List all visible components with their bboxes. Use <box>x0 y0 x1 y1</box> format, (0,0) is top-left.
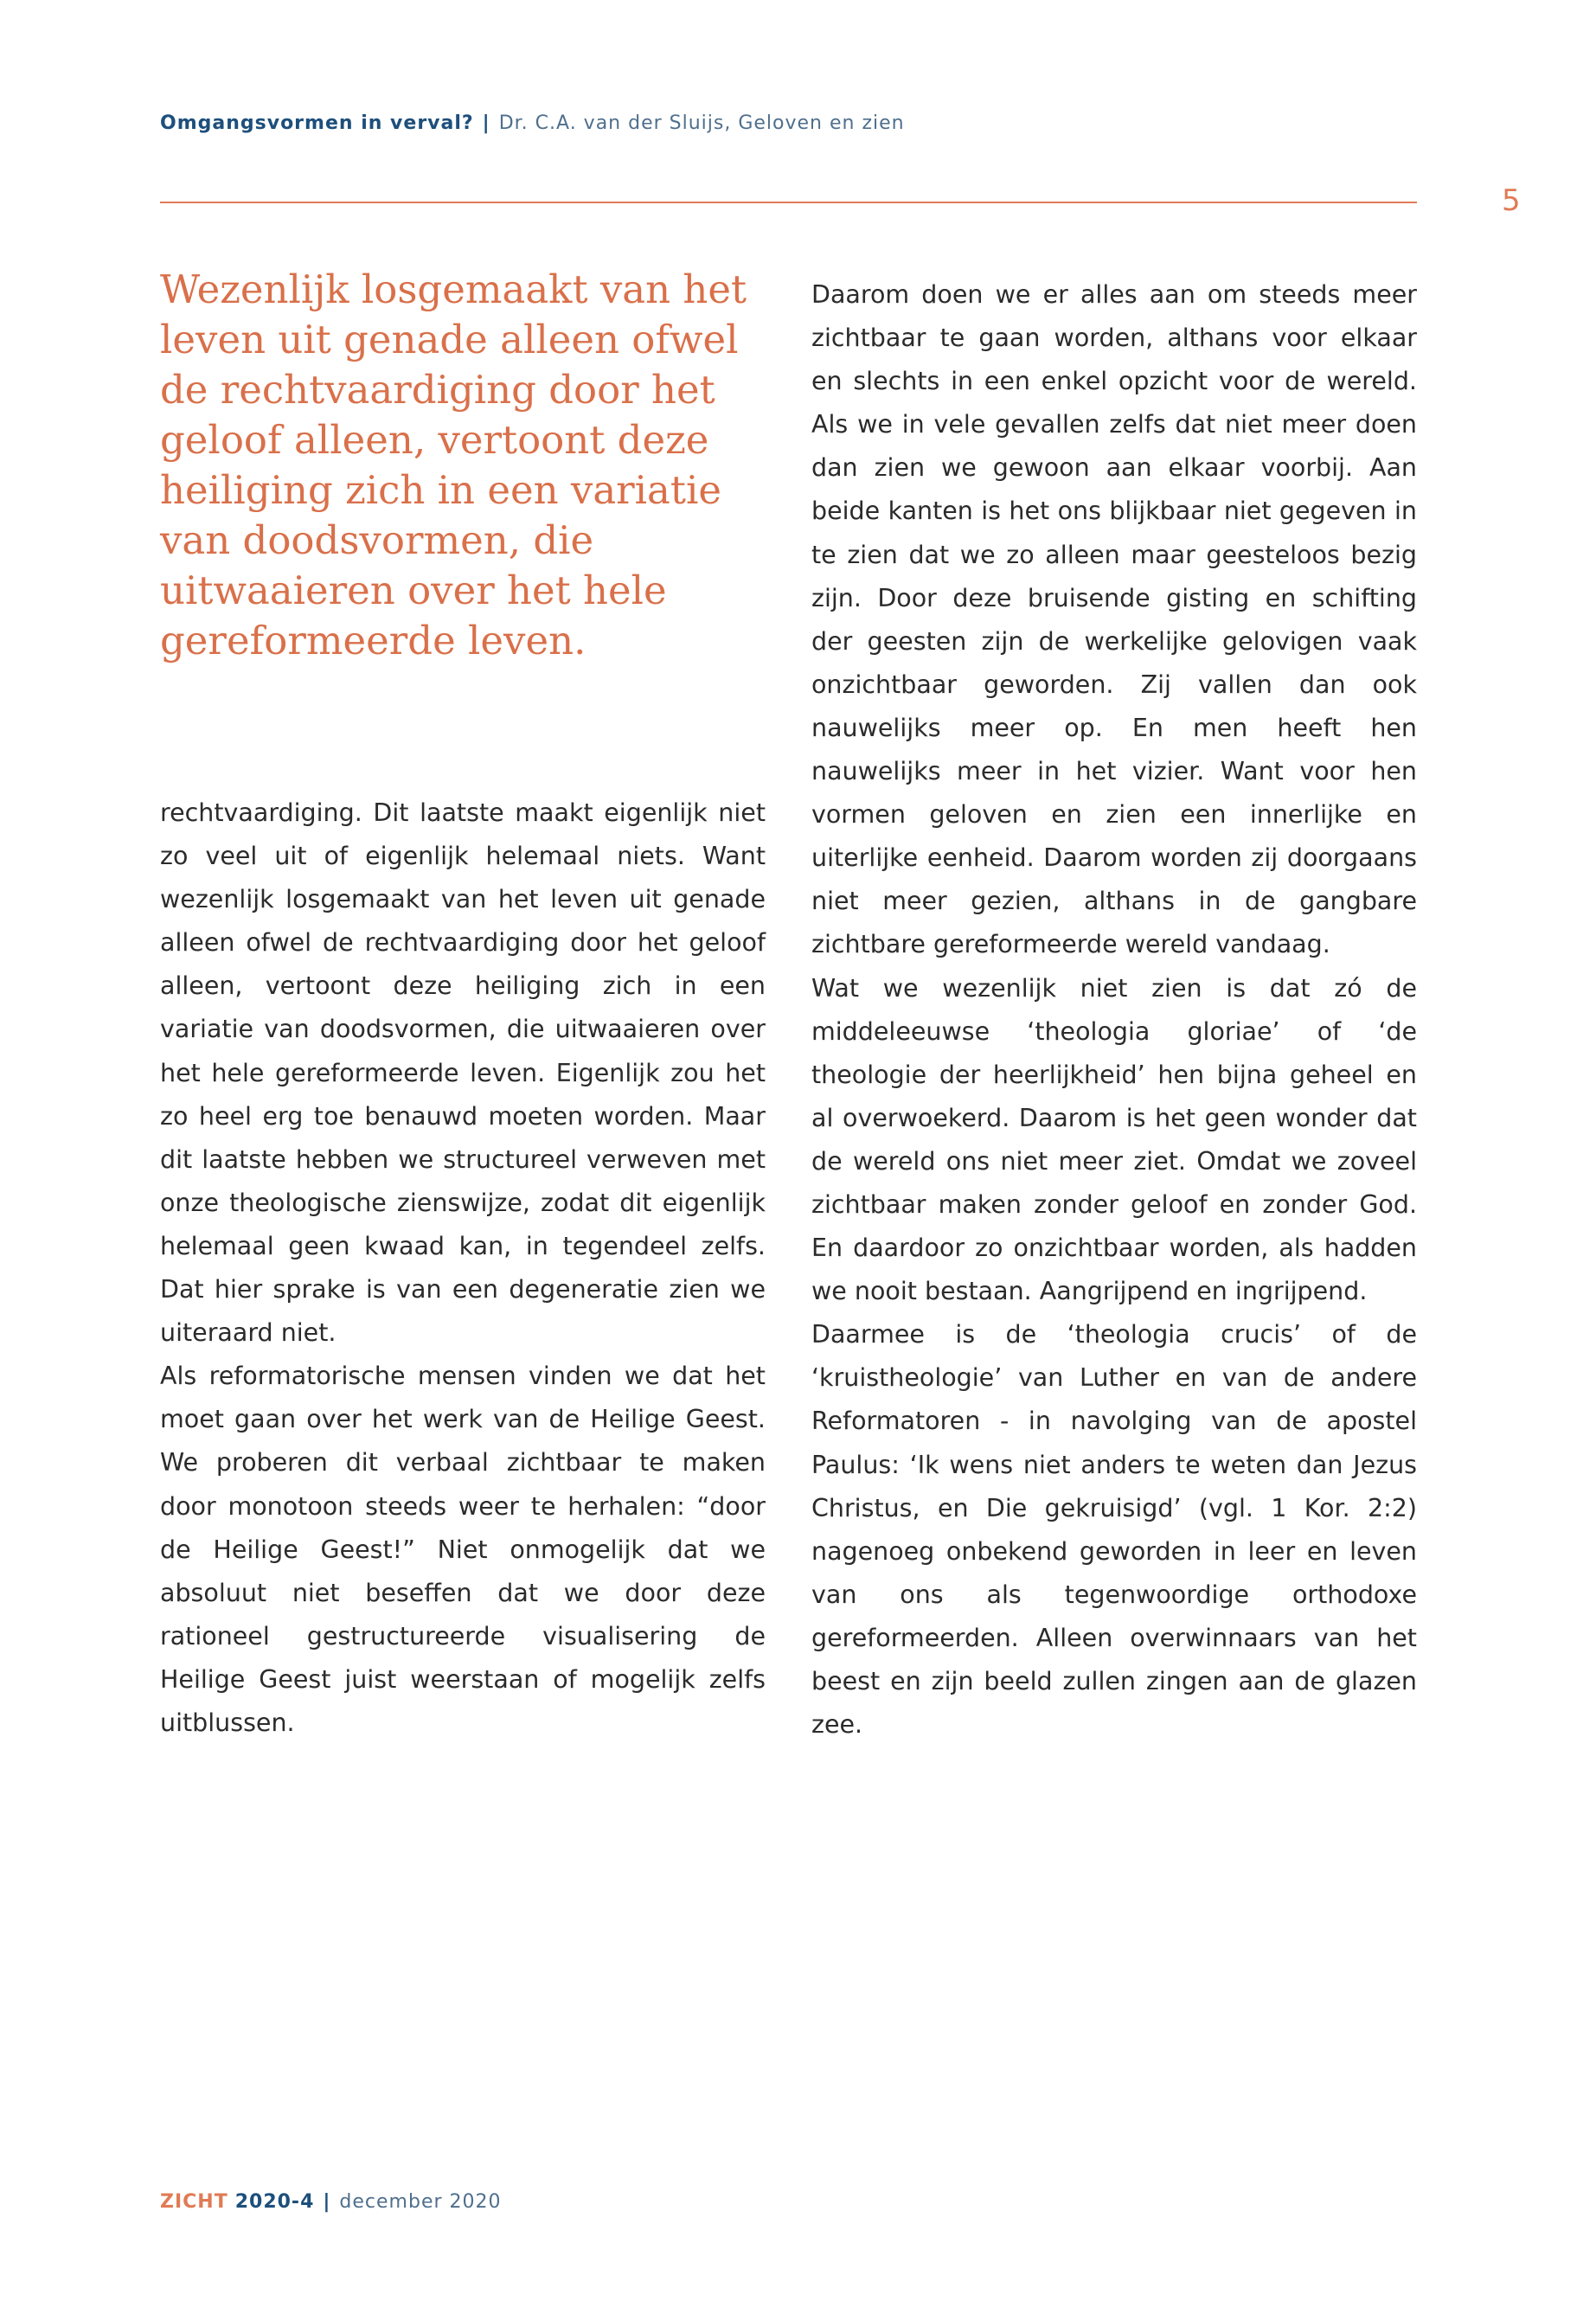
header-divider <box>160 202 1417 203</box>
paragraph: rechtvaardiging. Dit laatste maakt eigenlijk niet zo veel uit of eigenlijk helemaal niets. Want wezenlijk losgemaakt van het leven uit genade alleen ofwel de rechtvaardiging door het geloof alleen, vertoont deze heiliging zich in een variatie van doodsvormen, die uitwaaieren over het hele gereformeerde leven. Eigenlijk zou het zo heel erg toe benauwd moeten worden. Maar dit laatste hebben we structureel verweven met onze theologische zienswijze, zodat dit eigenlijk helemaal geen kwaad kan, in tegendeel zelfs. Dat hier sprake is van een degeneratie zien we uiteraard niet. <box>160 798 766 1348</box>
header-author: Dr. C.A. van der Sluijs, Geloven en zien <box>498 112 905 134</box>
header-separator: | <box>482 112 490 134</box>
footer-magazine-name: ZICHT <box>160 2191 228 2213</box>
running-header <box>160 112 905 134</box>
paragraph: Als reformatorische mensen vinden we dat het moet gaan over het werk van de Heilige Geest. We proberen dit verbaal zichtbaar te maken door monotoon steeds weer te herhalen: “door de Heilige Geest!” Niet onmogelijk dat we absoluut niet beseffen dat we door deze rationeel gestructureerde visualisering de Heilige Geest juist weerstaan of mogelijk zelfs uitblussen. <box>160 1362 766 1737</box>
running-footer <box>160 2191 502 2213</box>
footer-date: december 2020 <box>339 2191 502 2213</box>
footer-separator: | <box>323 2191 331 2213</box>
footer-issue: 2020-4 <box>234 2191 315 2213</box>
right-column <box>811 273 1417 1747</box>
page-number: 5 <box>1502 183 1521 218</box>
left-column <box>160 792 766 1745</box>
header-article-title: Omgangsvormen in verval? <box>160 112 474 134</box>
paragraph: Wat we wezenlijk niet zien is dat zó de middeleeuwse ‘theologia gloriae’ of ‘de theologie der heerlijkheid’ hen bijna geheel en al overwoekerd. Daarom is het geen wonder dat de wereld ons niet meer ziet. Omdat we zoveel zichtbaar maken zonder geloof en zonder God. En daardoor zo onzichtbaar worden, als hadden we nooit bestaan. Aangrijpend en ingrijpend. <box>811 973 1417 1306</box>
pullquote: Wezenlijk losgemaakt van het leven uit genade alleen ofwel de rechtvaardiging door het geloof alleen, vertoont deze heiliging zich in een variatie van doodsvormen, die uitwaaieren over het hele gereformeerde leven. <box>160 266 747 663</box>
paragraph: Daarmee is de ‘theologia crucis’ of de ‘kruistheologie’ van Luther en van de andere Reformatoren - in navolging van de apostel Paulus: ‘Ik wens niet anders te weten dan Jezus Christus, en Die gekruisigd’ (vgl. 1 Kor. 2:2) nagenoeg onbekend geworden in leer en leven van ons als tegenwoordige orthodoxe gereformeerden. Alleen overwinnaars van het beest en zijn beeld zullen zingen aan de glazen zee. <box>811 1320 1417 1740</box>
paragraph: Daarom doen we er alles aan om steeds meer zichtbaar te gaan worden, althans voor elkaar en slechts in een enkel opzicht voor de wereld. Als we in vele gevallen zelfs dat niet meer doen dan zien we gewoon aan elkaar voorbij. Aan beide kanten is het ons blijkbaar niet gegeven in te zien dat we zo alleen maar geesteloos bezig zijn. Door deze bruisende gisting en schifting der geesten zijn de werkelijke gelovigen vaak onzichtbaar geworden. Zij vallen dan ook nauwelijks meer op. En men heeft hen nauwelijks meer in het vizier. Want voor hen vormen geloven en zien een innerlijke en uiterlijke eenheid. Daarom worden zij doorgaans niet meer gezien, althans in de gangbare zichtbare gereformeerde wereld vandaag. <box>811 280 1417 959</box>
